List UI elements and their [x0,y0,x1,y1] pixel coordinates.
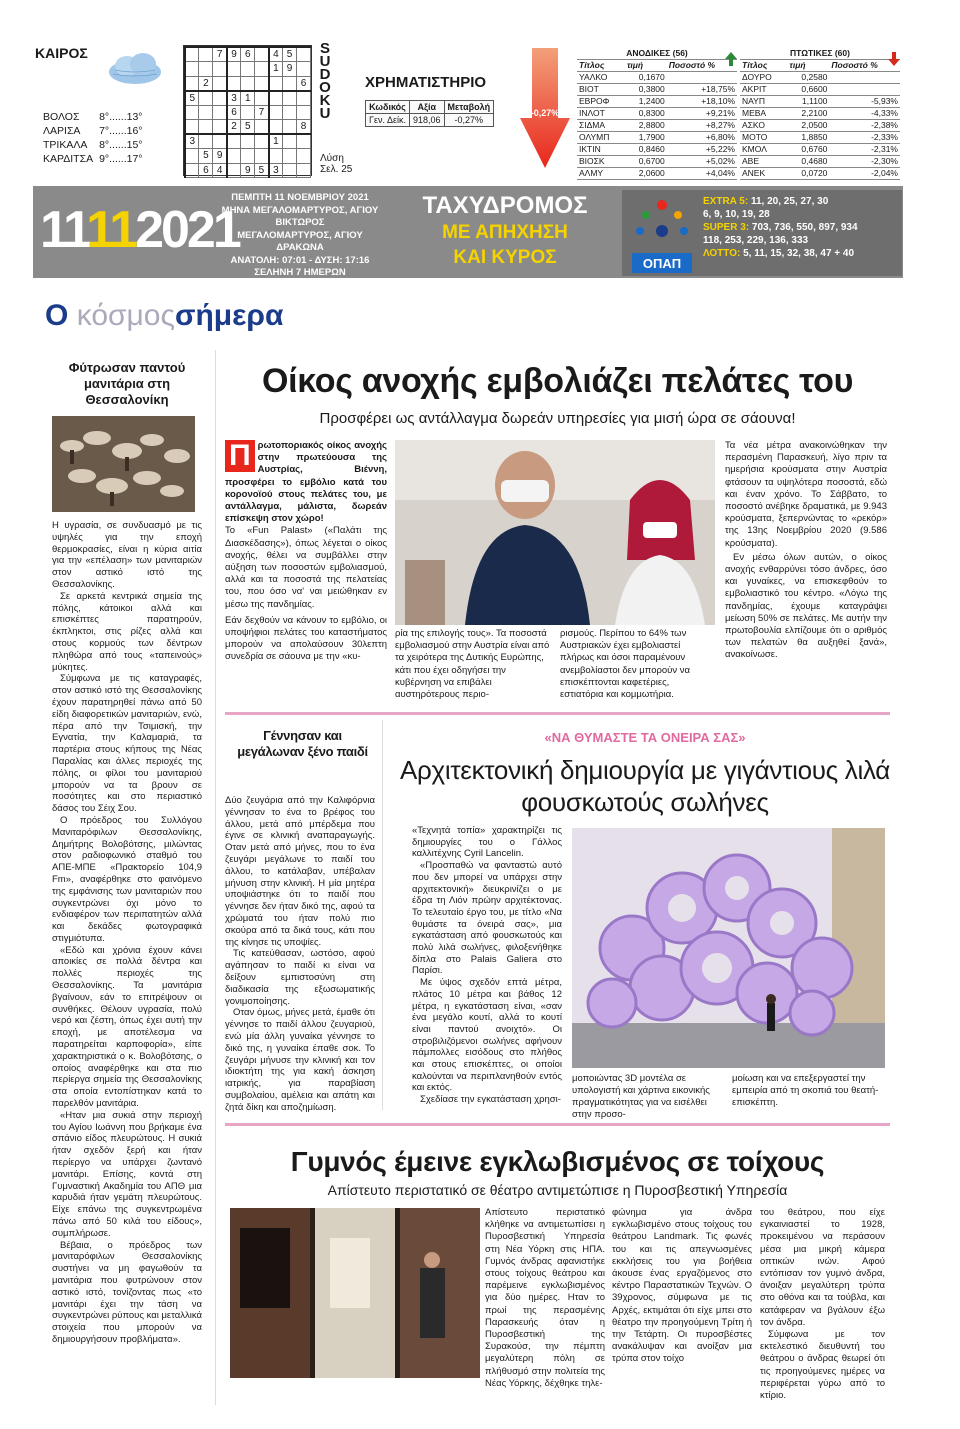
article-subtitle: Απίστευτο περιστατικό σε θέατρο αντιμετώπισε η Πυροσβεστική Υπηρεσία [327,1182,788,1198]
banner-date [40,195,239,265]
paragraph: μοίωση και να επεξεργαστεί την εμπειρία από τη σκοπιά του θεατή-επισκέπτη. [732,1073,879,1108]
paragraph: Με ύψος σχεδόν επτά μέτρα, πλάτος 10 μέτρα και βάθος 12 μέτρα, η εγκατάσταση είναι, «σαν ένα μεγάλο κουτί, αλλά το κουτί είναι παντού ανοιχτό». Οι στροβιλιζόμενοι σωλήνες αφήνουν πάμπολλες εισόδους στο πλήθος και στους επισκέπτες, οι οποίοι καλούνται να περιπλανηθούν εντός και εκτός. [412,977,562,1094]
sudoku-cell: 2 [199,76,213,91]
city-name: ΚΑΡΔΙΤΣΑ [43,153,94,165]
article-body [760,1207,885,1402]
weather-row [43,152,149,166]
column-header: τιμή [787,60,829,72]
stock-cell: 0,8300 [625,108,667,120]
sudoku-cell [213,76,227,91]
stock-cell: 2,2100 [787,108,829,120]
sudoku-cell [213,134,227,149]
date-year: 2021 [135,201,239,259]
paragraph: φώνημα για άνδρα εγκλωβισμένο στους τοίχους του θεάτρου Landmark. Τις φωνές του και τις απεγνωσμένες εκκλήσεις του για βοήθεια άκουσε ένας εργαζόμενος στο κέντρο Παραστατικών Τεχνών. Ο 39χρονος, σύμφωνα με τις Αρχές, εκτιμάται ότι είχε μπει στο θέατρο την προηγούμενη Τρίτη ή την Τετάρτη. Οι πυροσβέστες ανακάλυψαν και ανοίξαν μια τρύπα στον τοίχο [612,1207,752,1365]
drop-cap: Π [225,440,255,472]
column-divider [215,350,216,1405]
index-cell: -0,27% [444,114,494,127]
stock-row [740,156,900,168]
info-line: ΣΕΛΗΝΗ 7 ΗΜΕΡΩΝ [254,267,346,278]
column-header: Τίτλος [577,60,625,72]
sudoku-cell [241,76,255,91]
sudoku-cell: 5 [185,91,199,106]
stock-cell: +6,80% [667,132,737,144]
sudoku-cell [297,134,311,149]
paragraph: Οταν όμως, μήνες μετά, έμαθε ότι γέννησε το παιδί άλλου ζευγαριού, ενώ μία άλλη γυναίκα γέννησε το δικό της, η γυναίκα έπαθε σοκ. Το ζευγάρι μήνυσε την κλινική και τον ιδιοκτήτη της για κακή άσκηση ιατρικής, για παραβίαση συμβολαίου, αμέλεια και απάτη και ζητά δίκη και αποζημίωση. [225,1007,375,1113]
sudoku-cell [283,163,297,178]
sudoku-cell [283,134,297,149]
paragraph: Η υγρασία, σε συνδυασμό με τις υψηλές για την εποχή θερμοκρασίες, είναι η κύρια αιτία για την «επέλαση» των μανιταριών στον αστικό ιστό της Θεσσαλονίκης. [52,520,202,590]
stock-row [740,96,900,108]
paragraph: Τις κατεύθασαν, ωστόσο, αφού αγάπησαν το παιδί κι είναι να δείξουν εμπιστοσύνη στη διαδικασία της εξωσωματικής γονιμοποίησης. [225,948,375,1007]
sudoku-cell [269,91,283,106]
sudoku-cell: 6 [241,47,255,62]
losses-table [740,48,900,180]
section-word: Ο [45,299,69,332]
sudoku-cell [199,120,213,135]
solution-label: Λύση [320,153,344,164]
article-body [612,1207,752,1366]
stock-cell [667,72,737,84]
section-word: σήμερα [174,299,284,332]
paragraph: Σύμφωνα με τις καταγραφές, στον αστικό ιστό της Θεσσαλονίκης έχουν παρατηρηθεί πάνω από 50 είδη διαφορετικών μανιταριών, ενώ, πέρα από την Τσιμισκή, την Εγνατία, την Καλαμαριά, τα παρτέρια στους κήπους της Νέας Παραλίας και άλλες περιοχές της πόλης, οι φίλοι του μανιταριού μπορούν να τα βρουν σε ποσότητες και στο περιαστικό δάσος του Σέιχ Σου. [52,673,202,815]
paragraph: Σε αρκετά κεντρικά σημεία της πόλης, κάτοικοι αλλά και επισκέπτες παρατηρούν, έκπληκτοι, στις ρίζες αλλά και στους κορμούς των δέντρων πληθώρα από τους «ταπεινούς» μύκητες. [52,590,202,673]
article-lead [225,440,387,664]
game-label: EXTRA 5: [703,196,749,207]
stock-cell: 1,8850 [787,132,829,144]
stock-row [740,132,900,144]
stock-cell: ΑΒΕ [740,156,787,168]
index-head: Μεταβολή [444,101,494,114]
sudoku-row [185,163,311,178]
sudoku-cell [269,105,283,120]
stock-cell: +9,21% [667,108,737,120]
sudoku-cell [241,105,255,120]
sudoku-cell [241,134,255,149]
theater-image [230,1208,480,1378]
stock-cell: 0,2580 [787,72,829,84]
vaccination-photo [395,440,715,625]
article-body [52,520,202,1346]
inflatable-tubes-image [572,828,885,1068]
temp-range: 8°......15° [99,139,143,151]
sudoku-row [185,120,311,135]
game-label: SUPER 3: [703,222,750,233]
stock-cell: ΑΛΜΥ [577,168,625,180]
index-head: Αξία [410,101,445,114]
stock-cell: 0,6700 [625,156,667,168]
sudoku-cell [297,163,311,178]
paragraph: «Ηταν μια συκιά στην περιοχή του Αγίου Ιωάννη που βρήκαμε ένα σπάνιο είδος πλευρώτους. Η συκιά ήταν σχεδόν ξερή και ήταν περίεργο να υπάρχει ζωντανό μανιτάρι. Επίσης, κοντά στη Γυμναστική Ακαδημία του ΑΠΘ μια καρυδιά ήταν γεμάτη πλευρώτους. Είχε επάνω της συγκεντρωμένα πάνω από 50 κιλά του είδους», συμπλήρωσε. [52,1109,202,1239]
city-name: ΛΑΡΙΣΑ [43,125,81,137]
stock-row [577,108,737,120]
sudoku-cell: 6 [199,163,213,178]
sudoku-cell [297,47,311,62]
stock-cell: 0,8460 [625,144,667,156]
column-header: Τίτλος [740,60,787,72]
sudoku-cell: 1 [269,134,283,149]
stock-row [577,144,737,156]
stock-cell: -4,33% [829,108,900,120]
section-header [45,296,283,336]
stock-row [577,72,737,84]
paragraph: Το «Fun Palast» («Παλάτι της Διασκέδασης»), όπως λέγεται ο οίκος ανοχής, θέλει να συμβάλλει στην αύξηση των ποσοστών εμβολιασμού, αλλά και τα ποσοστά της πελατείας του, που όσο να' ναι μειώθηκαν εν μέσω της πανδημίας. [225,525,387,610]
column-header: Ποσοστό % [667,60,737,72]
stock-cell: 0,3800 [625,84,667,96]
sudoku-cell [185,120,199,135]
sudoku-cell [255,134,269,149]
sudoku-cell [255,120,269,135]
stock-cell: ΟΛΥΜΠ [577,132,625,144]
stock-cell: -2,31% [829,144,900,156]
article-subtitle: Προσφέρει ως αντάλλαγμα δωρεάν υπηρεσίες για μισή ώρα σε σάουνα! [319,410,796,427]
sudoku-row [185,47,311,62]
stock-cell: -2,04% [829,168,900,180]
article-body [485,1207,605,1390]
paragraph: ρισμούς. Περίπου το 64% των Αυστριακών έχει εμβολιαστεί πλήρως και όσοι παραμένουν ανεμβολίαστοι δεν μπορούν να επισκέπτονται καφετέριες, εστιατόρια και κομμωτήρια. [560,628,690,701]
paragraph: Εάν δεχθούν να κάνουν το εμβόλιο, οι υποψήφιοι πελάτες του καταστήματος μπορούν να απολαύσουν 30λεπτη συνεδρία σε σάουνα με την «κυ- [225,614,387,663]
stock-cell: ΥΑΛΚΟ [577,72,625,84]
theater-photo [230,1208,480,1378]
stock-row [740,108,900,120]
stock-cell: -2,30% [829,156,900,168]
stock-cell: ΙΝΛΟΤ [577,108,625,120]
sudoku-cell [227,163,241,178]
stock-cell: -5,93% [829,96,900,108]
sudoku-cell [297,62,311,77]
paragraph: «Προσπαθώ να φανταστώ αυτό που δεν μπορεί να υπάρχει στην αρχιτεκτονική» διευκρινίζει ο με έδρα τη Λιόν πρώην αρχιτέκτονας. Το τελευταίο έργο του, με τίτλο «Να θυμάστε τα όνειρά σας», μια εγκατάσταση από φουσκωτούς και πολύ λιλά σωλήνες, φιλοξενήθηκε δίπλα στο Palais Galiera στο Παρίσι. [412,860,562,977]
stock-cell: 0,6600 [787,84,829,96]
sudoku-cell [199,62,213,77]
stock-row [577,132,737,144]
stock-cell: ΑΚΡΙΤ [740,84,787,96]
sudoku-cell [255,76,269,91]
section-divider [225,712,890,715]
sudoku-letter: U [319,53,331,70]
stock-cell [829,72,900,84]
sudoku-cell [269,76,283,91]
sudoku-solution [320,153,352,175]
game-label: ΛΟΤΤΟ: [703,248,741,259]
sudoku-cell: 3 [269,163,283,178]
paragraph: Δύο ζευγάρια από την Καλιφόρνια γέννησαν το ένα το βρέφος του άλλου, μετά από μπέρδεμα που έγινε σε κλινική αναπαραγωγής. Οταν μετά από μήνες, που το ένα ζευγάρι μεγάλωνε το παιδί του άλλου, το κατάλαβαν, υπέβαλαν μήνυση στην κλινική. Η μία μητέρα υποψιάστηκε ότι το παιδί που γέννησε δεν ήταν δικό της, αφού τα χρώματά του ήταν πολύ πιο σκούρα από τα δικά τους, κάτι που της κίνησε τις υποψίες. [225,795,375,948]
stock-row [577,120,737,132]
weather-row [43,138,149,152]
column-divider [382,720,383,1110]
date-info [215,192,385,280]
down-arrow-icon [520,48,570,168]
sudoku-cell: 4 [213,163,227,178]
courier-line: ΚΑΙ ΚΥΡΟΣ [453,247,557,268]
stock-cell: ΑΣΚΟ [740,120,787,132]
sudoku-row [185,105,311,120]
stock-row [740,72,900,84]
mushroom-image [52,416,195,512]
sudoku-row [185,149,311,164]
city-name: ΒΟΛΟΣ [43,111,80,123]
sudoku-row [185,134,311,149]
weather-title: ΚΑΙΡΟΣ [35,45,88,61]
sudoku-cell: 5 [199,149,213,164]
sudoku-cell [227,76,241,91]
sudoku-letter: D [319,66,331,83]
sudoku-cell [241,149,255,164]
opap-numbers [703,195,903,260]
paragraph: ρία της επιλογής τους». Τα ποσοστά εμβολιασμού στην Αυστρία είναι από τα χειρότερα της Δυτικής Ευρώπης, κάτι που έχει οδηγήσει την κυβέρνηση να επιβάλει αυστηρότερους περιο- [395,628,550,701]
cloud-icon [105,50,165,90]
sudoku-cell [269,120,283,135]
section-divider [225,1123,890,1126]
sudoku-cell [199,134,213,149]
weather-box [35,45,175,175]
courier-name: ΤΑΧΥΔΡΟΜΟΣ [422,192,588,219]
sudoku-letter: K [319,92,331,109]
weather-row [43,110,149,124]
weather-row [43,124,149,138]
sudoku-cell: 7 [255,105,269,120]
column-header: τιμή [625,60,667,72]
sudoku-row [185,91,311,106]
article-headline: Γέννησαν και μεγάλωναν ξένο παιδί [237,728,368,759]
stock-row [577,84,737,96]
sudoku-cell [269,149,283,164]
sudoku-cell [185,149,199,164]
sudoku-cell: 4 [269,47,283,62]
courier-slogan [400,192,610,270]
stock-cell [829,84,900,96]
sudoku-cell: 3 [185,134,199,149]
stock-cell: 0,4680 [787,156,829,168]
stock-row [740,144,900,156]
stock-cell: ΕΒΡΟΦ [577,96,625,108]
sudoku-row [185,62,311,77]
info-line: ΑΝΑΤΟΛΗ: 07:01 - ΔΥΣΗ: 17:16 [230,254,370,266]
stock-title: ΧΡΗΜΑΤΙΣΤΗΡΙΟ [365,74,487,91]
paragraph: του θεάτρου, που είχε εγκαινιαστεί το 1928, προκειμένου να περάσουν μέσα μια μικρή κάμερα οπτικών ινών. Αφού εντόπισαν τον γυμνό άνδρα, άνοιξαν μεγαλύτερη τρύπα στο οθόνα και τα τούβλα, και κατάφεραν να βγάλουν έξω τον άνδρα. [760,1207,885,1328]
paragraph: Σύμφωνα με τον εκτελεστικό διευθυντή του θεάτρου ο άνδρας θεωρεί ότι τις προηγούμενες ημέρες να περιφέρεται γύρω από το κτίριο. [760,1329,885,1402]
sudoku-cell [199,105,213,120]
game-numbers: 5, 11, 15, 32, 38, 47 + 40 [743,248,855,259]
stock-cell: 2,8800 [625,120,667,132]
sudoku-cell [185,76,199,91]
info-line: ΜΕΓΑΛΟΜΑΡΤΥΡΟΣ, ΑΓΙΟΥ ΔΡΑΚΩΝΑ [237,229,363,253]
sudoku-table [184,46,311,178]
sudoku-cell [227,149,241,164]
sudoku-cell [213,105,227,120]
stock-cell: 0,6760 [787,144,829,156]
sudoku-cell [185,105,199,120]
down-arrow-small-icon [888,52,900,66]
sudoku-cell [283,91,297,106]
sudoku-cell: 7 [213,47,227,62]
info-line: ΜΗΝΑ ΜΕΓΑΛΟΜΑΡΤΥΡΟΣ, ΑΓΙΟΥ ΒΙΚΤΩΡΟΣ [221,204,379,228]
index-table [365,100,494,127]
sudoku-cell: 2 [227,120,241,135]
stock-cell: 1,7900 [625,132,667,144]
sudoku-cell: 5 [283,47,297,62]
sudoku-cell [283,120,297,135]
sudoku-cell [297,91,311,106]
opap-logo-text: ΟΠΑΠ [642,256,682,271]
index-cell: 918,06 [410,114,445,127]
stock-cell: 0,0720 [787,168,829,180]
stock-cell: ΒΙΟΣΚ [577,156,625,168]
stock-cell: +8,27% [667,120,737,132]
info-line: ΠΕΜΠΤΗ 11 ΝΟΕΜΒΡΙΟΥ 2021 [231,192,369,203]
sudoku-cell: 3 [227,91,241,106]
sudoku-cell: 9 [213,149,227,164]
gains-table [577,48,737,180]
stock-cell: 2,0500 [787,120,829,132]
stock-row [740,84,900,96]
courier-line: ΜΕ ΑΠΗΧΗΣΗ [442,222,568,243]
article-title: Φύτρωσαν παντού μανιτάρια στη Θεσσαλονίκη [68,360,186,407]
paragraph: Τα νέα μέτρα ανακοινώθηκαν την περασμένη Παρασκευή, λίγο πριν τα ημερήσια κρούσματα στην Αυστρία φτάσουν τα υψηλότερα ποσοστά, εδώ και έναν χρόνο. Το Σάββατο, το ποσοστό ανέβηκε δραματικά, με 9.943 κρούσματα, ξεπερνώντας το «ρεκόρ» της 13ης Νοεμβρίου 2020 (9.586 κρούσματα). [725,440,887,549]
weather-table [43,110,149,166]
sudoku-cell: 5 [241,120,255,135]
paragraph: μοποιώντας 3D μοντέλα σε υπολογιστή και χάρτινα εικονικής πραγματικότητας για να εισέλθει στην προσο- [572,1073,710,1120]
article-headline: Γυμνός έμεινε εγκλωβισμένος σε τοίχους [290,1146,825,1177]
paragraph: Ο πρόεδρος του Συλλόγου Μανιταρόφιλων Θεσσαλονίκης, Δημήτρης Βολοβότσης, μιλώντας στον ραδιοφωνικό σταθμό του ΑΠΕ-ΜΠΕ «Πρακτορείο 104,9 Fm», αναφέρθηκε στο φαινόμενο της εμφάνισης των μανιταριών που συγκεντρώνει όχι μόνο το ενδιαφέρον των περιπατητών αλλά και δεκάδες φωτογραφικά στιγμιότυπα. [52,814,202,944]
mushroom-photo [52,416,195,512]
temp-range: 9°......17° [99,153,143,165]
sudoku-cell [199,91,213,106]
game-numbers: 11, 20, 25, 27, 30 [750,196,829,207]
stock-cell: ΣΙΔΜΑ [577,120,625,132]
paragraph: Σχεδίασε την εγκατάσταση χρησι- [420,1094,561,1106]
article-headline: Αρχιτεκτονική δημιουργία με γιγάντιους λιλά φουσκωτούς σωλήνες [399,755,891,817]
sudoku-cell: 9 [227,47,241,62]
sudoku-cell [213,62,227,77]
index-cell: Γεν. Δείκ. [366,114,410,127]
solution-page: Σελ. 25 [320,164,353,175]
sudoku-cell [297,149,311,164]
stock-row [577,168,737,180]
sudoku-cell [297,105,311,120]
column-header: Ποσοστό % [829,60,900,72]
article-body [225,795,375,1114]
sudoku-cell [255,149,269,164]
stock-cell: +4,04% [667,168,737,180]
sudoku-cell: 6 [297,76,311,91]
article-body [412,825,562,1106]
up-arrow-icon [725,52,737,66]
stock-cell: 0,1670 [625,72,667,84]
sudoku-cell: 1 [269,62,283,77]
game-numbers: 118, 253, 229, 136, 333 [703,235,809,246]
arrow-label: -0,27% [530,108,560,118]
stock-cell: ΝΑΥΠ [740,96,787,108]
sudoku-cell [283,76,297,91]
stock-cell: ΑΝΕΚ [740,168,787,180]
table-title: ΠΤΩΤΙΚΕΣ (60) [740,48,900,60]
sudoku-word [316,42,334,120]
stock-cell: 1,1100 [787,96,829,108]
sudoku-cell [255,62,269,77]
opap-logo-icon [630,197,694,275]
stock-cell: 1,2400 [625,96,667,108]
sudoku-letter: U [319,105,331,122]
sudoku-cell: 5 [255,163,269,178]
sudoku-cell [185,163,199,178]
stock-cell: ΜΟΤΟ [740,132,787,144]
paragraph: «Τεχνητά τοπία» χαρακτηρίζει τις δημιουργίες του ο Γάλλος καλλιτέχνης Cyril Lancelin. [412,825,562,860]
paragraph: «Εδώ και χρόνια έχουν κάνει αποικίες σε πολλά δέντρα και πολλές περιοχές της Θεσσαλονίκης. Τα μανιτάρια βγαίνουν, εάν το επιτρέψουν οι συνθήκες. Θέλουν υγρασία, πολύ νερό και ζέστη, όπως έχει αυτή την εποχή, με αποτέλεσμα να παρατηρείται καρποφορία», είπε χαρακτηριστικά ο κ. Βολοβότσης, ο οποίος αναφέρθηκε και στα πιο περίεργα σημεία της Θεσσαλονίκης στα οποία εντοπίστηκαν κατά το παρελθόν μανιτάρια. [52,944,202,1110]
sudoku-cell: 9 [241,163,255,178]
sudoku-letter: S [319,40,330,57]
sudoku-cell [255,47,269,62]
stock-cell: 2,0600 [625,168,667,180]
sudoku-cell [185,47,199,62]
stock-cell: -2,33% [829,132,900,144]
paragraph: Βέβαια, ο πρόεδρος των μανιταρόφιλων Θεσσαλονίκης συστήνει να μη φαγωθούν τα μανιτάρια που φυτρώνουν στον αστικό ιστό, τονίζοντας πως «το μανιτάρι έχει την τάση να συγκεντρώνει ρύπους και μεταλλικά στοιχεία που μπορούν να δημιουργήσουν προβλήματα». [52,1239,203,1345]
date-month: 11 [86,201,136,259]
vaccination-image [395,440,715,625]
lead-text: ρωτοποριακός οίκος ανοχής στην πρωτεύουσα της Αυστρίας, Βιέννη, προσφέρει το εμβόλιο κατά του κορονοϊού στους πελάτες του, με αντάλλαγμα, μάλιστα, δωρεάν επίσκεψη στον χώρο! [225,440,387,525]
paragraph: Εν μέσω όλων αυτών, ο οίκος ανοχής ενθαρρύνει τόσο άνδρες, όσο και γυναίκες, να επισκεφθούν το εμβολιαστικό του κέντρο. «Λόγω της πανδημίας, έχουμε καταγράψει μείωση 50% σε πελάτες. Με αυτήν την πρωτοβουλία ελπίζουμε ότι ο αριθμός των πελατών θα αυξηθεί ξανά», ανακοίνωσε. [725,551,887,661]
sudoku-grid [183,45,312,176]
stock-row [740,120,900,132]
stock-cell: ΜΕΒΑ [740,108,787,120]
stock-cell: ΔΟΥΡΟ [740,72,787,84]
sudoku-cell [255,91,269,106]
stock-row [740,168,900,180]
sudoku-cell: 6 [227,105,241,120]
sudoku-cell [283,149,297,164]
sudoku-cell [241,62,255,77]
stock-cell: -2,38% [829,120,900,132]
date-day: 11 [40,201,87,259]
stock-cell: ΒΙΟΤ [577,84,625,96]
sudoku-cell [227,62,241,77]
sudoku-cell [283,105,297,120]
stock-cell: ΙΚΤΙΝ [577,144,625,156]
stock-row [577,156,737,168]
sudoku-letter: O [319,79,331,96]
sudoku-cell: 9 [283,62,297,77]
sudoku-cell [199,47,213,62]
stock-cell: +18,10% [667,96,737,108]
opap-logo [630,197,694,275]
game-numbers: 6, 9, 10, 19, 28 [703,209,770,220]
article-column [725,440,887,662]
city-name: ΤΡΙΚΑΛΑ [43,139,88,151]
sudoku-cell: 8 [297,120,311,135]
stock-row [577,96,737,108]
sudoku-cell: 1 [241,91,255,106]
index-head: Κωδικός [366,101,410,114]
game-numbers: 703, 736, 550, 897, 934 [751,222,858,233]
section-word: κόσμος [76,299,175,332]
table-title: ΑΝΟΔΙΚΕΣ (56) [577,48,737,60]
paragraph: Απίστευτο περιστατικό κλήθηκε να αντιμετωπίσει η Πυροσβεστική Υπηρεσία στη Νέα Υόρκη στις ΗΠΑ. Γυμνός άνδρας αφανιστήκε στους τοίχους θεάτρου και παρέμεινε εγκλωβισμένος για δύο ημέρες. Ηταν το πρωί της περασμένης Παρασκευής όταν η Πυροσβεστική της Συρακούσ, την πέμπτη μεγαλύτερη πόλη σε πλήθυσμό στην πολιτεία της Νέας Υόρκης, δέχθηκε τηλε- [485,1207,605,1389]
sudoku-row [185,76,311,91]
mushrooms-article [52,360,202,1346]
sudoku-cell [213,120,227,135]
article-headline: Οίκος ανοχής εμβολιάζει πελάτες του [261,362,854,400]
sudoku-cell [213,91,227,106]
article-kicker: «ΝΑ ΘΥΜΑΣΤΕ ΤΑ ΟΝΕΙΡΑ ΣΑΣ» [544,730,746,745]
sudoku-cell [185,62,199,77]
installation-photo [572,828,885,1068]
stock-cell: +18,75% [667,84,737,96]
stock-cell: ΚΜΟΛ [740,144,787,156]
stock-cell: +5,22% [667,144,737,156]
stock-cell: +5,02% [667,156,737,168]
temp-range: 7°......16° [99,125,143,137]
temp-range: 8°......13° [99,111,143,123]
sudoku-cell [227,134,241,149]
